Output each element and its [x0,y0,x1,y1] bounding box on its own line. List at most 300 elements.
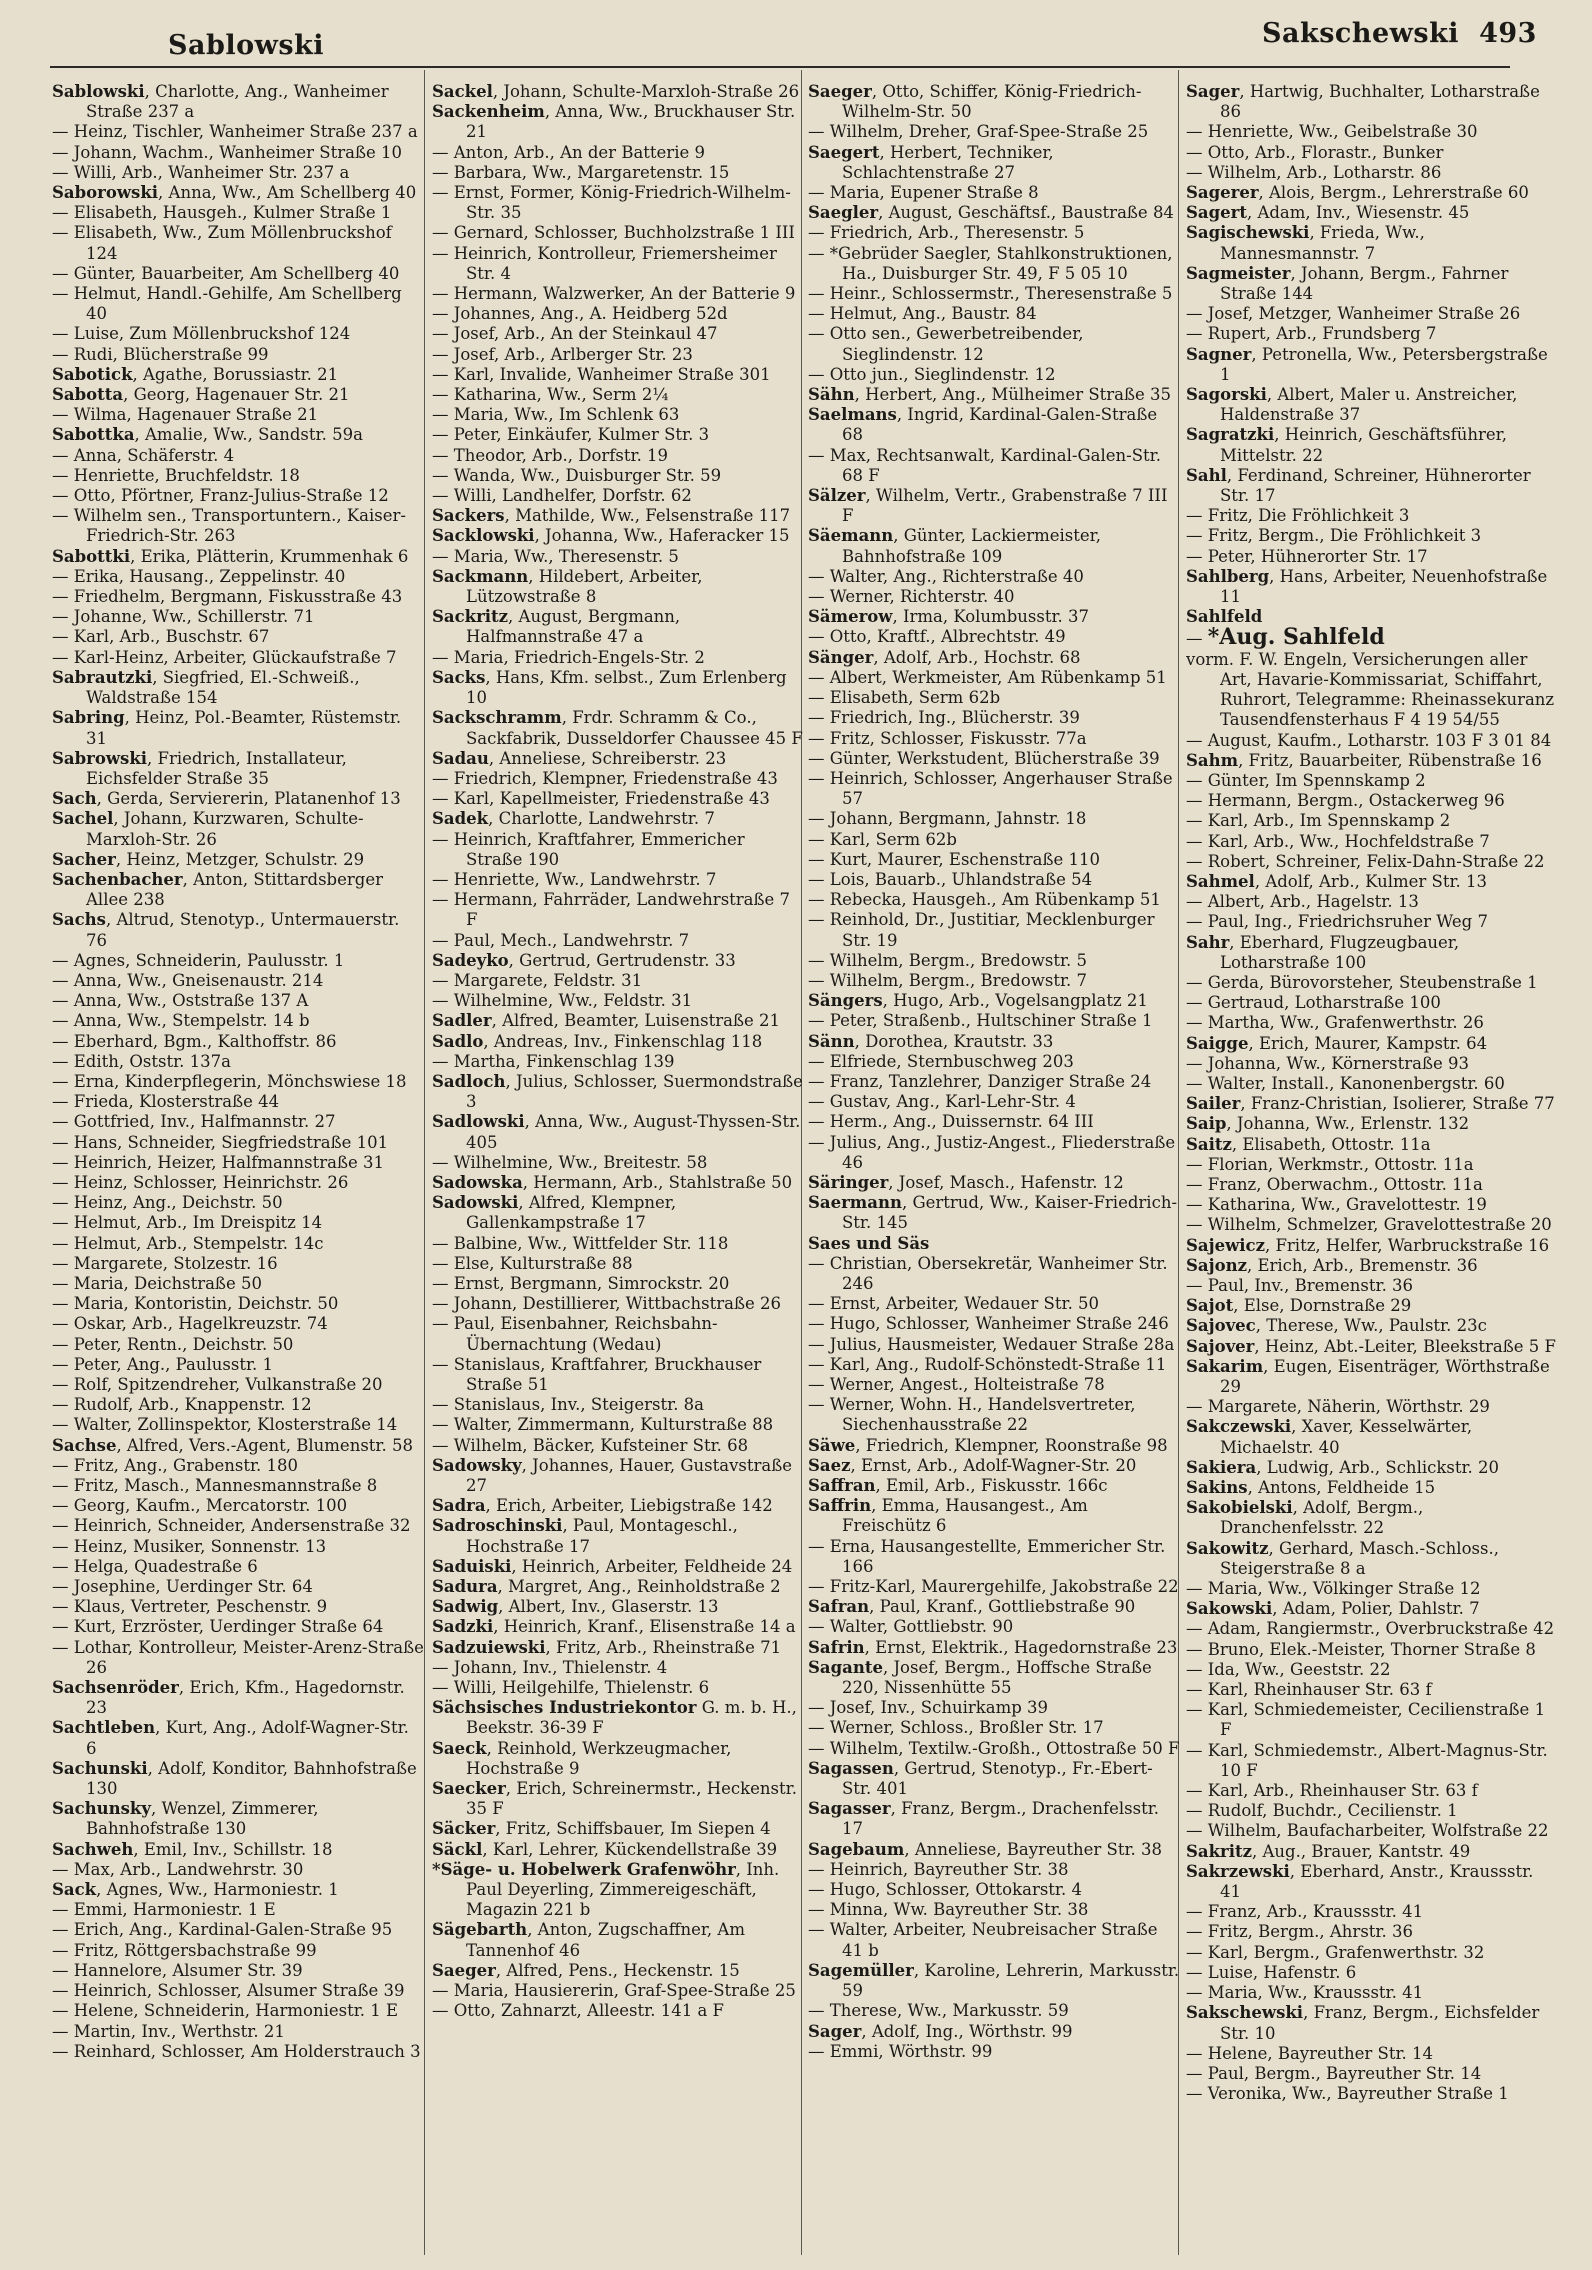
directory-entry: Sacks, Hans, Kfm. selbst., Zum Erlenberg 10 [432,667,787,708]
directory-entry: — Karl, Invalide, Wanheimer Straße 301 [432,364,771,384]
directory-entry: — Rolf, Spitzendreher, Vulkanstraße 20 [52,1375,383,1394]
directory-entry: — Werner, Schloss., Broßler Str. 17 [808,1718,1104,1738]
directory-entry: — Karl, Kapellmeister, Friedenstraße 43 [432,789,770,809]
directory-entry: — Walter, Zollinspektor, Klosterstraße 14 [52,1415,398,1435]
directory-entry: — Heinz, Tischler, Wanheimer Straße 237 a [52,122,418,142]
directory-entry: — Anna, Ww., Oststraße 137 A [52,991,309,1011]
directory-entry: — Albert, Arb., Hagelstr. 13 [1186,892,1419,912]
running-head-left: Sablowski [168,30,325,61]
directory-entry: — Heinz, Schlosser, Heinrichstr. 26 [52,1172,349,1192]
directory-entry: — Edith, Oststr. 137a [52,1051,231,1071]
directory-entry: — Ernst, Bergmann, Simrockstr. 20 [432,1273,730,1293]
running-head-right-name: Sakschewski [1262,18,1460,49]
directory-entry: — Rupert, Arb., Frundsberg 7 [1186,324,1437,344]
directory-entry: Sachsenröder, Erich, Kfm., Hagedornstr. 23 [52,1678,405,1718]
directory-entry: Säwe, Friedrich, Klempner, Roonstraße 98 [808,1435,1168,1455]
directory-entry: Sadeyko, Gertrud, Gertrudenstr. 33 [432,950,736,970]
directory-entry: — Wilhelm, Bäcker, Kufsteiner Str. 68 [432,1435,749,1455]
directory-entry: — Gerda, Bürovorsteher, Steubenstraße 1 [1186,972,1538,992]
directory-entry: — Erich, Ang., Kardinal-Galen-Straße 95 [52,1920,393,1940]
directory-entry: Sahlberg, Hans, Arbeiter, Neuenhofstraße 11 [1186,566,1548,607]
directory-entry: — Wilhelm, Arb., Lotharstr. 86 [1186,162,1442,182]
directory-entry: — Kurt, Erzröster, Uerdinger Straße 64 [52,1617,384,1637]
directory-entry: — Erna, Hausangestellte, Emmericher Str. 166 [808,1536,1166,1576]
directory-entry: — Willi, Arb., Wanheimer Str. 237 a [52,162,350,182]
directory-entry: — Kurt, Maurer, Eschenstraße 110 [808,849,1101,869]
directory-entry: — Lothar, Kontrolleur, Meister-Arenz-Straße 26 [52,1637,424,1677]
directory-entry: — Elisabeth, Ww., Zum Möllenbruckshof 124 [52,223,392,263]
directory-entry: — Theodor, Arb., Dorfstr. 19 [432,445,669,465]
directory-entry: Säringer, Josef, Masch., Hafenstr. 12 [808,1172,1124,1192]
directory-entry: Sabottka, Amalie, Ww., Sandstr. 59a [52,425,363,445]
directory-entry: Sachunsky, Wenzel, Zimmerer, Bahnhofstraße 130 [52,1799,319,1839]
directory-entry: — Peter, Straßenb., Hultschiner Straße 1 [808,1011,1153,1031]
directory-entry: — Herm., Ang., Duissernstr. 64 III [808,1112,1094,1132]
directory-entry: Saeger, Otto, Schiffer, König-Friedrich-Wilhelm-Str. 50 [808,82,1142,122]
directory-entry: — Else, Kulturstraße 88 [432,1253,633,1273]
directory-entry: Sadlowski, Anna, Ww., August-Thyssen-Str. 405 [432,1112,801,1152]
directory-entry: — Erika, Hausang., Zeppelinstr. 40 [52,566,346,586]
column-divider [424,70,425,2255]
directory-entry: — Margarete, Stolzestr. 16 [52,1253,278,1273]
directory-entry: Sächsisches Industriekontor G. m. b. H., Beekstr. 36-39 F [432,1698,797,1738]
directory-entry: Sahlfeld [1186,607,1263,627]
directory-entry: Saitz, Elisabeth, Ottostr. 11a [1186,1134,1431,1154]
directory-entry: Sabring, Heinz, Pol.-Beamter, Rüstemstr. 31 [52,708,402,748]
directory-entry: Sagischewski, Frieda, Ww., Mannesmannstr. 7 [1186,223,1425,263]
directory-entry: — Otto, Zahnarzt, Alleestr. 141 a F [432,2001,724,2021]
directory-entry: — Anna, Ww., Stempelstr. 14 b [52,1011,310,1031]
directory-entry: — Paul, Bergm., Bayreuther Str. 14 [1186,2063,1482,2083]
directory-entry: — Erna, Kinderpflegerin, Mönchswiese 18 [52,1071,407,1091]
directory-entry: — Rebecka, Hausgeh., Am Rübenkamp 51 [808,890,1161,910]
directory-entry: Sämerow, Irma, Kolumbusstr. 37 [808,607,1090,627]
directory-entry: Sadra, Erich, Arbeiter, Liebigstraße 142 [432,1496,773,1516]
directory-entry: — Hermann, Fahrräder, Landwehrstraße 7 F [432,890,791,930]
directory-entry: — Johann, Inv., Thielenstr. 4 [432,1657,668,1677]
directory-entry: Sackenheim, Anna, Ww., Bruckhauser Str. 21 [432,102,796,142]
directory-entry: Saffrin, Emma, Hausangest., Am Freischütz 6 [808,1496,1088,1536]
directory-entry: — *Gebrüder Saegler, Stahlkonstruktionen, Ha., Duisburger Str. 49, F 5 05 10 [808,243,1173,283]
directory-entry: Sängers, Hugo, Arb., Vogelsangplatz 21 [808,991,1148,1011]
directory-entry: Sagmeister, Johann, Bergm., Fahrner Straße 144 [1186,263,1509,304]
directory-entry: — Katharina, Ww., Gravelottestr. 19 [1186,1195,1487,1215]
directory-entry: Sahr, Eberhard, Flugzeugbauer, Lotharstraße 100 [1186,932,1460,972]
directory-entry: Saip, Johanna, Ww., Erlenstr. 132 [1186,1114,1470,1134]
directory-entry: Sackers, Mathilde, Ww., Felsenstraße 117 [432,506,791,526]
directory-entry: — Helga, Quadestraße 6 [52,1556,258,1576]
directory-entry: — Georg, Kaufm., Mercatorstr. 100 [52,1496,348,1516]
directory-entry: Sadau, Anneliese, Schreiberstr. 23 [432,748,727,768]
directory-entry: — Josephine, Uerdinger Str. 64 [52,1577,313,1597]
directory-entry: — Karl, Arb., Buschstr. 67 [52,627,270,647]
directory-entry: Sagorski, Albert, Maler u. Anstreicher, Haldenstraße 37 [1186,385,1518,425]
directory-entry: — Julius, Hausmeister, Wedauer Straße 28a [808,1334,1175,1354]
directory-entry: — Eberhard, Bgm., Kalthoffstr. 86 [52,1031,337,1051]
directory-entry: Sähn, Herbert, Ang., Mülheimer Straße 35 [808,385,1172,405]
directory-entry: — Walter, Ang., Richterstraße 40 [808,566,1084,586]
directory-entry: — Rudolf, Arb., Knappenstr. 12 [52,1395,312,1415]
directory-entry: Saez, Ernst, Arb., Adolf-Wagner-Str. 20 [808,1455,1137,1475]
directory-entry: — Fritz-Karl, Maurergehilfe, Jakobstraße 22 [808,1577,1179,1597]
directory-entry: Sakrzewski, Eberhard, Anstr., Kraussstr. 41 [1186,1861,1534,1902]
directory-entry: — Wilhelm, Baufacharbeiter, Wolfstraße 22 [1186,1821,1549,1841]
directory-entry: — Luise, Zum Möllenbruckshof 124 [52,324,351,344]
directory-entry: Sachweh, Emil, Inv., Schillstr. 18 [52,1839,333,1859]
directory-entry: — Henriette, Ww., Landwehrstr. 7 [432,869,717,889]
column-1 [52,82,424,2252]
directory-entry: — Otto, Kraftf., Albrechtstr. 49 [808,627,1066,647]
directory-entry: — Karl, Serm 62b [808,829,957,849]
directory-entry: — Ernst, Arbeiter, Wedauer Str. 50 [808,1294,1100,1314]
directory-entry: Saborowski, Anna, Ww., Am Schellberg 40 [52,183,417,203]
directory-entry: — Robert, Schreiner, Felix-Dahn-Straße 22 [1186,851,1545,871]
directory-entry: Sabotick, Agathe, Borussiastr. 21 [52,364,339,384]
directory-entry: — Fritz, Masch., Mannesmannstraße 8 [52,1476,378,1496]
directory-entry: Sadzuiewski, Fritz, Arb., Rheinstraße 71 [432,1637,782,1657]
directory-entry: Sackritz, August, Bergmann, Halfmannstraße 47 a [432,607,681,647]
directory-entry: — Johann, Destillierer, Wittbachstraße 26 [432,1294,782,1314]
directory-entry: — Gertraud, Lotharstraße 100 [1186,993,1441,1013]
directory-entry: Sachunski, Adolf, Konditor, Bahnhofstraße 130 [52,1758,417,1799]
directory-entry: — Anna, Ww., Gneisenaustr. 214 [52,970,324,990]
directory-entry: — Elfriede, Sternbuschweg 203 [808,1051,1074,1071]
directory-entry: Sadek, Charlotte, Landwehrstr. 7 [432,809,715,829]
directory-entry: Sakczewski, Xaver, Kesselwärter, Michaelstr. 40 [1186,1417,1473,1457]
directory-entry: — Günter, Im Spennskamp 2 [1186,770,1426,790]
directory-entry: Sägebarth, Anton, Zugschaffner, Am Tannenhof 46 [432,1920,745,1960]
directory-entry: — Maria, Kontoristin, Deichstr. 50 [52,1294,339,1314]
directory-entry: Saegert, Herbert, Techniker, Schlachtenstraße 27 [808,142,1054,182]
directory-entry: Sachse, Alfred, Vers.-Agent, Blumenstr. 58 [52,1435,413,1455]
directory-entry: — Helmut, Ang., Baustr. 84 [808,304,1037,324]
directory-entry: — Reinhold, Dr., Justitiar, Mecklenburger Str. 19 [808,910,1155,950]
directory-entry: — Maria, Ww., Kraussstr. 41 [1186,1983,1424,2003]
directory-entry: — Johannes, Ang., A. Heidberg 52d [432,304,728,324]
directory-entry: Sagassen, Gertrud, Stenotyp., Fr.-Ebert-Str. 401 [808,1758,1153,1799]
directory-entry: — Franz, Oberwachm., Ottostr. 11a [1186,1174,1483,1194]
directory-entry: Safran, Paul, Kranf., Gottliebstraße 90 [808,1597,1136,1617]
directory-entry: Saegler, August, Geschäftsf., Baustraße 84 [808,203,1174,223]
directory-entry: Sadwig, Albert, Inv., Glaserstr. 13 [432,1597,719,1617]
directory-entry: — Luise, Hafenstr. 6 [1186,1962,1357,1982]
directory-entry: Sajewicz, Fritz, Helfer, Warbruckstraße 16 [1186,1235,1550,1255]
directory-entry: Säckl, Karl, Lehrer, Kückendellstraße 39 [432,1839,778,1859]
directory-entry: — Fritz, Schlosser, Fiskusstr. 77a [808,728,1087,748]
directory-entry: — Friedhelm, Bergmann, Fiskusstraße 43 [52,587,403,607]
directory-entry: — Karl, Arb., Ww., Hochfeldstraße 7 [1186,831,1490,851]
directory-entry: — Helene, Schneiderin, Harmoniestr. 1 E [52,2001,399,2021]
directory-entry: Sajover, Heinz, Abt.-Leiter, Bleekstraße 5 F [1186,1336,1556,1356]
directory-entry: — Franz, Tanzlehrer, Danziger Straße 24 [808,1071,1152,1091]
directory-entry: — Walter, Arbeiter, Neubreisacher Straße 41 b [808,1920,1158,1960]
directory-entry: — Hugo, Schlosser, Wanheimer Straße 246 [808,1314,1169,1334]
directory-entry: — Balbine, Ww., Wittfelder Str. 118 [432,1233,729,1253]
directory-entry: Sachel, Johann, Kurzwaren, Schulte-Marxloh-Str. 26 [52,809,364,849]
directory-entry: — Wilhelm, Textilw.-Großh., Ottostraße 50 F [808,1738,1180,1758]
directory-entry: — Margarete, Feldstr. 31 [432,970,643,990]
directory-entry: — Paul, Ing., Friedrichsruher Weg 7 [1186,912,1488,932]
directory-entry: — Veronika, Ww., Bayreuther Straße 1 [1186,2084,1509,2104]
directory-entry: — Wilhelmine, Ww., Feldstr. 31 [432,991,693,1011]
directory-entry: — Hannelore, Alsumer Str. 39 [52,1960,303,1980]
directory-entry: — Johann, Bergmann, Jahnstr. 18 [808,809,1087,829]
directory-entry: — Rudi, Blücherstraße 99 [52,344,269,364]
directory-entry: Sakritz, Aug., Brauer, Kantstr. 49 [1186,1841,1471,1861]
directory-entry: — Heinz, Musiker, Sonnenstr. 13 [52,1536,327,1556]
directory-entry: — Walter, Install., Kanonenbergstr. 60 [1186,1073,1505,1093]
directory-entry: — *Aug. Sahlfeld [1186,624,1385,651]
directory-entry: Sakarim, Eugen, Eisenträger, Wörthstraße 29 [1186,1356,1550,1396]
directory-entry: Sager, Adolf, Ing., Wörthstr. 99 [808,2021,1073,2041]
directory-entry: — Maria, Friedrich-Engels-Str. 2 [432,647,705,667]
directory-entry: — Karl, Schmiedemeister, Cecilienstraße 1 F [1186,1700,1546,1740]
directory-entry: Sadowsky, Johannes, Hauer, Gustavstraße 27 [432,1455,793,1496]
directory-entry: Sadler, Alfred, Beamter, Luisenstraße 21 [432,1011,781,1031]
directory-entry: — Otto, Arb., Florastr., Bunker [1186,142,1444,162]
directory-entry: — Walter, Gottliebstr. 90 [808,1617,1014,1637]
directory-entry: — Heinrich, Schlosser, Alsumer Straße 39 [52,1981,405,2001]
column-3 [808,82,1180,2252]
directory-entry: — Werner, Richterstr. 40 [808,587,1015,607]
directory-entry: — Hermann, Walzwerker, An der Batterie 9 [432,284,796,304]
directory-entry: — Otto sen., Gewerbetreibender, Sieglindenstr. 12 [808,324,1084,364]
directory-entry: — Karl, Arb., Rheinhauser Str. 63 f [1186,1781,1478,1801]
directory-entry: Saduiski, Heinrich, Arbeiter, Feldheide 24 [432,1556,793,1576]
directory-entry: — Günter, Werkstudent, Blücherstraße 39 [808,748,1160,768]
directory-entry: Sadzki, Heinrich, Kranf., Elisenstraße 14 a [432,1617,796,1637]
directory-entry: Sackmann, Hildebert, Arbeiter, Lützowstraße 8 [432,566,703,607]
directory-entry: Sagante, Josef, Bergm., Hoffsche Straße 220, Nissenhütte 55 [808,1657,1152,1698]
directory-entry: — Heinrich, Schlosser, Angerhauser Straße 57 [808,768,1173,809]
directory-entry: — Helmut, Arb., Im Dreispitz 14 [52,1213,323,1233]
directory-entry: — Wilhelm, Schmelzer, Gravelottestraße 20 [1186,1215,1552,1235]
directory-entry: — Werner, Wohn. H., Handelsvertreter, Siechenhausstraße 22 [808,1395,1136,1435]
directory-entry: Sackschramm, Frdr. Schramm & Co., Sackfabrik, Dusseldorfer Chaussee 45 F [432,708,803,748]
directory-entry: — Bruno, Elek.-Meister, Thorner Straße 8 [1186,1639,1536,1659]
directory-entry: Sakowski, Adam, Polier, Dahlstr. 7 [1186,1599,1480,1619]
directory-entry: — Reinhard, Schlosser, Am Holderstrauch 3 [52,2041,421,2061]
directory-entry: — Fritz, Bergm., Ahrstr. 36 [1186,1922,1413,1942]
directory-entry: — Josef, Arb., Arlberger Str. 23 [432,344,693,364]
directory-entry: Sälzer, Wilhelm, Vertr., Grabenstraße 7 III F [808,486,1168,526]
directory-entry: — Ernst, Former, König-Friedrich-Wilhelm-Str. 35 [432,183,791,223]
directory-entry: — Karl, Arb., Im Spennskamp 2 [1186,811,1451,831]
directory-entry: — Karl, Schmiedemstr., Albert-Magnus-Str. 10 F [1186,1740,1548,1780]
directory-entry: — Heinrich, Bayreuther Str. 38 [808,1859,1069,1879]
directory-entry: — Henriette, Ww., Geibelstraße 30 [1186,122,1478,142]
directory-entry: — Otto, Pförtner, Franz-Julius-Straße 12 [52,486,389,506]
directory-entry: — Anton, Arb., An der Batterie 9 [432,142,705,162]
directory-entry: — Franz, Arb., Kraussstr. 41 [1186,1902,1424,1922]
directory-entry: Sajonz, Erich, Arb., Bremenstr. 36 [1186,1255,1478,1275]
directory-entry: — Josef, Metzger, Wanheimer Straße 26 [1186,304,1521,324]
directory-entry: — Maria, Hausiererin, Graf-Spee-Straße 25 [432,1981,796,2001]
directory-entry: — Wilhelm, Bergm., Bredowstr. 7 [808,970,1088,990]
directory-entry: — Peter, Ang., Paulusstr. 1 [52,1354,274,1374]
directory-entry: — Helmut, Arb., Stempelstr. 14c [52,1233,324,1253]
running-head-right [1262,18,1537,49]
directory-entry: — Martin, Inv., Werthstr. 21 [52,2021,285,2041]
directory-entry: Sabottki, Erika, Plätterin, Krummenhak 6 [52,546,409,566]
directory-entry: — Anna, Schäferstr. 4 [52,445,235,465]
directory-entry: — Frieda, Klosterstraße 44 [52,1092,280,1112]
directory-entry: Sach, Gerda, Serviererin, Platanenhof 13 [52,789,401,809]
directory-entry: — Minna, Ww. Bayreuther Str. 38 [808,1900,1089,1920]
directory-entry: — Johann, Wachm., Wanheimer Straße 10 [52,142,402,162]
directory-entry: — Emmi, Wörthstr. 99 [808,2041,993,2061]
directory-entry: Sakobielski, Adolf, Bergm., Dranchenfelsstr. 22 [1186,1498,1424,1538]
directory-entry: — Fritz, Ang., Grabenstr. 180 [52,1455,299,1475]
directory-entry: — Karl, Ang., Rudolf-Schönstedt-Straße 11 [808,1354,1167,1374]
directory-entry: Sager, Hartwig, Buchhalter, Lotharstraße 86 [1186,82,1540,122]
directory-entry: Saermann, Gertrud, Ww., Kaiser-Friedrich-Str. 145 [808,1193,1178,1233]
directory-entry: Sabrowski, Friedrich, Installateur, Eichsfelder Straße 35 [52,748,347,788]
directory-entry: Sänger, Adolf, Arb., Hochstr. 68 [808,647,1081,667]
directory-entry: — Wilhelm, Dreher, Graf-Spee-Straße 25 [808,122,1149,142]
directory-entry: Sacklowski, Johanna, Ww., Haferacker 15 [432,526,790,546]
directory-entry: — Paul, Eisenbahner, Reichsbahn-Übernachtung (Wedau) [432,1314,718,1354]
directory-entry: — Günter, Bauarbeiter, Am Schellberg 40 [52,263,400,283]
directory-entry: — Klaus, Vertreter, Peschenstr. 9 [52,1597,328,1617]
header-rule [50,66,1510,68]
directory-entry: — Karl, Bergm., Grafenwerthstr. 32 [1186,1942,1485,1962]
directory-entry: Sack, Agnes, Ww., Harmoniestr. 1 [52,1880,339,1900]
directory-entry: — Paul, Mech., Landwehrstr. 7 [432,930,690,950]
directory-entry: — Josef, Arb., An der Steinkaul 47 [432,324,718,344]
directory-entry: Sagert, Adam, Inv., Wiesenstr. 45 [1186,203,1470,223]
directory-entry: — Maria, Ww., Völkinger Straße 12 [1186,1579,1481,1599]
directory-entry: Sabotta, Georg, Hagenauer Str. 21 [52,385,350,405]
directory-entry: Sagasser, Franz, Bergm., Drachenfelsstr. 17 [808,1799,1160,1839]
directory-entry: Sadlo, Andreas, Inv., Finkenschlag 118 [432,1031,763,1051]
directory-entry: — Christian, Obersekretär, Wanheimer Str. 246 [808,1253,1168,1293]
directory-entry: — Hermann, Bergm., Ostackerweg 96 [1186,791,1505,811]
directory-entry: — Agnes, Schneiderin, Paulusstr. 1 [52,950,345,970]
directory-entry: Saecker, Erich, Schreinermstr., Heckenstr. 35 F [432,1779,797,1819]
directory-entry: — Fritz, Röttgersbachstraße 99 [52,1940,317,1960]
directory-entry: — Rudolf, Buchdr., Cecilienstr. 1 [1186,1801,1458,1821]
directory-entry: Sachenbacher, Anton, Stittardsberger Allee 238 [52,869,383,910]
directory-entry: — Martha, Finkenschlag 139 [432,1051,675,1071]
directory-entry: Sablowski, Charlotte, Ang., Wanheimer Straße 237 a [52,82,389,122]
directory-entry: — Gottfried, Inv., Halfmannstr. 27 [52,1112,336,1132]
directory-entry: — Friedrich, Arb., Theresenstr. 5 [808,223,1085,243]
directory-entry: Sackel, Johann, Schulte-Marxloh-Straße 26 [432,82,800,101]
directory-entry: — Heinz, Ang., Deichstr. 50 [52,1193,283,1213]
directory-entry: Saeger, Alfred, Pens., Heckenstr. 15 [432,1960,740,1980]
directory-entry: Safrin, Ernst, Elektrik., Hagedornstraße 23 [808,1637,1178,1657]
directory-entry: — Max, Rechtsanwalt, Kardinal-Galen-Str. 68 F [808,445,1161,485]
column-2 [432,82,804,2252]
directory-entry: — Johanna, Ww., Körnerstraße 93 [1186,1053,1470,1073]
directory-entry: — Gustav, Ang., Karl-Lehr-Str. 4 [808,1092,1076,1112]
directory-entry: — Max, Arb., Landwehrstr. 30 [52,1859,304,1879]
directory-entry: — Heinrich, Schneider, Andersenstraße 32 [52,1516,411,1536]
directory-entry: Sagebaum, Anneliese, Bayreuther Str. 38 [808,1839,1163,1859]
directory-entry: — Barbara, Ww., Margaretenstr. 15 [432,162,730,182]
directory-entry: — Willi, Heilgehilfe, Thielenstr. 6 [432,1678,710,1698]
directory-entry: — Florian, Werkmstr., Ottostr. 11a [1186,1154,1474,1174]
directory-entry: — Karl, Rheinhauser Str. 63 f [1186,1680,1432,1700]
directory-entry: — Heinrich, Kraftfahrer, Emmericher Straße 190 [432,829,745,869]
directory-entry: — Heinrich, Kontrolleur, Friemersheimer Str. 4 [432,243,777,283]
directory-entry: — Julius, Ang., Justiz-Angest., Fliederstraße 46 [808,1132,1176,1172]
directory-entry: — Margarete, Näherin, Wörthstr. 29 [1186,1397,1490,1417]
directory-entry: Sänn, Dorothea, Krautstr. 33 [808,1031,1054,1051]
directory-entry: — Therese, Ww., Markusstr. 59 [808,2001,1069,2021]
directory-entry: — Fritz, Bergm., Die Fröhlichkeit 3 [1186,526,1482,546]
directory-entry: Sadowska, Hermann, Arb., Stahlstraße 50 [432,1172,793,1192]
directory-entry: — Gernard, Schlosser, Buchholzstraße 1 III [432,223,795,243]
directory-entry: — Helene, Bayreuther Str. 14 [1186,2043,1434,2063]
directory-entry: — Otto jun., Sieglindenstr. 12 [808,364,1056,384]
directory-entry: Sadroschinski, Paul, Montageschl., Hochstraße 17 [432,1516,738,1556]
directory-entry: Sagratzki, Heinrich, Geschäftsführer, Mittelstr. 22 [1186,425,1507,465]
directory-entry: — Elisabeth, Serm 62b [808,688,1001,708]
directory-entry: — Peter, Rentn., Deichstr. 50 [52,1334,294,1354]
directory-entry: Sagerer, Alois, Bergm., Lehrerstraße 60 [1186,183,1529,203]
directory-entry: — Maria, Ww., Im Schlenk 63 [432,405,680,425]
directory-entry: — Adam, Rangiermstr., Overbruckstraße 42 [1186,1619,1555,1639]
directory-entry: Sagner, Petronella, Ww., Petersbergstraße 1 [1186,344,1548,384]
directory-entry: Sachs, Altrud, Stenotyp., Untermauerstr. 76 [52,910,400,950]
directory-entry: — Willi, Landhelfer, Dorfstr. 62 [432,486,692,506]
directory-entry: Sabrautzki, Siegfried, El.-Schweiß., Waldstraße 154 [52,667,360,708]
directory-entry: Sahl, Ferdinand, Schreiner, Hühnerorter Str. 17 [1186,465,1531,506]
directory-entry: — Peter, Hühnerorter Str. 17 [1186,546,1428,566]
directory-entry: Sailer, Franz-Christian, Isolierer, Straße 77 [1186,1094,1555,1114]
page-number: 493 [1479,18,1537,49]
directory-entry: — Stanislaus, Kraftfahrer, Bruckhauser Straße 51 [432,1354,762,1394]
directory-entry: Säemann, Günter, Lackiermeister, Bahnhofstraße 109 [808,526,1101,566]
directory-entry: — Johanne, Ww., Schillerstr. 71 [52,607,315,627]
directory-entry: Sakowitz, Gerhard, Masch.-Schloss., Steigerstraße 8 a [1186,1538,1499,1578]
directory-entry: — Josef, Inv., Schuirkamp 39 [808,1698,1049,1718]
directory-entry: Saeck, Reinhold, Werkzeugmacher, Hochstraße 9 [432,1738,732,1778]
directory-entry: Sadowski, Alfred, Klempner, Gallenkampstraße 17 [432,1193,677,1233]
directory-entry: — Werner, Angest., Holteistraße 78 [808,1375,1105,1394]
column-4 [1186,82,1558,2252]
directory-entry: — Walter, Zimmermann, Kulturstraße 88 [432,1415,774,1435]
directory-entry: Sahmel, Adolf, Arb., Kulmer Str. 13 [1186,871,1488,891]
directory-entry: — Ida, Ww., Geeststr. 22 [1186,1659,1391,1679]
directory-entry: Saigge, Erich, Maurer, Kampstr. 64 [1186,1033,1488,1053]
directory-entry: — Hans, Schneider, Siegfriedstraße 101 [52,1132,389,1152]
directory-entry: — Oskar, Arb., Hagelkreuzstr. 74 [52,1314,328,1334]
directory-entry: — Helmut, Handl.-Gehilfe, Am Schellberg 40 [52,284,402,324]
directory-entry: — Wilhelm, Bergm., Bredowstr. 5 [808,950,1088,970]
directory-entry: — Friedrich, Ing., Blücherstr. 39 [808,708,1080,728]
directory-entry: Sajovec, Therese, Ww., Paulstr. 23c [1186,1316,1487,1336]
directory-entry: — Emmi, Harmoniestr. 1 E [52,1900,276,1920]
directory-entry: — Maria, Ww., Theresenstr. 5 [432,546,679,566]
directory-entry: Säcker, Fritz, Schiffsbauer, Im Siepen 4 [432,1819,771,1839]
directory-entry: Saelmans, Ingrid, Kardinal-Galen-Straße 68 [808,405,1158,445]
directory-entry: — Heinrich, Heizer, Halfmannstraße 31 [52,1152,384,1172]
directory-entry: Saffran, Emil, Arb., Fiskusstr. 166c [808,1476,1108,1496]
directory-entry: Sakschewski, Franz, Bergm., Eichsfelder Str. 10 [1186,2003,1540,2043]
directory-entry: Sakins, Antons, Feldheide 15 [1186,1478,1436,1498]
directory-entry: — Wilhelmine, Ww., Breitestr. 58 [432,1152,708,1172]
directory-entry: — Wilma, Hagenauer Straße 21 [52,405,319,425]
directory-entry: — Maria, Deichstraße 50 [52,1273,262,1293]
directory-entry: — Stanislaus, Inv., Steigerstr. 8a [432,1395,705,1415]
directory-entry: Sadloch, Julius, Schlosser, Suermondstraße 3 [432,1071,803,1112]
directory-entry: — Martha, Ww., Grafenwerthstr. 26 [1186,1013,1484,1033]
directory-entry: — Paul, Inv., Bremenstr. 36 [1186,1275,1414,1295]
directory-entry: — Lois, Bauarb., Uhlandstraße 54 [808,869,1093,889]
